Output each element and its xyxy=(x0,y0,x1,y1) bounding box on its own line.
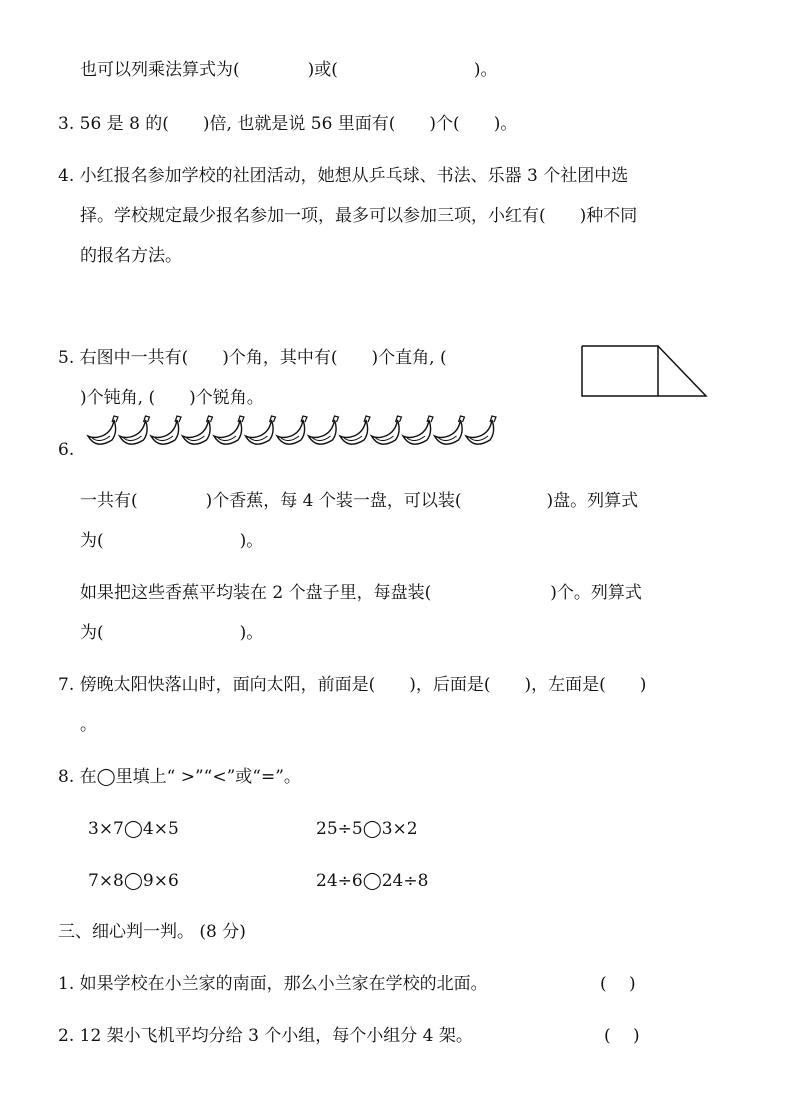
question-3: 3. 56 是 8 的( )倍, 也就是说 56 里面有( )个( )。 xyxy=(58,114,518,134)
banana-icon xyxy=(403,416,433,444)
question-5-line2: )个钝角, ( )个锐角。 xyxy=(80,388,264,408)
question-6-number: 6. xyxy=(58,440,75,460)
banana-icon xyxy=(120,416,150,444)
banana-icon xyxy=(277,416,307,444)
judge-question-2: 2. 12 架小飞机平均分给 3 个小组，每个小组分 4 架。 xyxy=(58,1026,473,1046)
banana-icon xyxy=(214,416,244,444)
question-4-line1: 4. 小红报名参加学校的社团活动，她想从乒乓球、书法、乐器 3 个社团中选 xyxy=(58,166,629,186)
figure-triangle xyxy=(658,346,706,396)
question-6-line4: 为( )。 xyxy=(80,623,264,643)
banana-icon xyxy=(246,416,276,444)
question-4-line3: 的报名方法。 xyxy=(80,246,182,266)
question-7-line1: 7. 傍晚太阳快落山时，面向太阳，前面是( )，后面是( )，左面是( ) xyxy=(58,675,647,695)
question-6-line2: 为( )。 xyxy=(80,531,264,551)
banana-icon xyxy=(435,416,465,444)
banana-icon xyxy=(372,416,402,444)
compare-expression-2: 25÷5◯3×2 xyxy=(316,819,418,839)
question-6-line1: 一共有( )个香蕉，每 4 个装一盘，可以装( )盘。列算式 xyxy=(80,491,639,511)
banana-icon xyxy=(88,416,118,444)
question-5-line1: 5. 右图中一共有( )个角，其中有( )个直角, ( xyxy=(58,348,447,368)
banana-icon xyxy=(309,416,339,444)
banana-row-image xyxy=(86,414,506,454)
compare-expression-3: 7×8◯9×6 xyxy=(88,871,179,891)
banana-icon xyxy=(340,416,370,444)
judge-answer-box-2: ( ) xyxy=(604,1026,640,1046)
question-8: 8. 在◯里填上“ >”“<”或“=”。 xyxy=(58,767,301,787)
question-4-line2: 择。学校规定最少报名参加一项，最多可以参加三项，小红有( )种不同 xyxy=(80,206,638,226)
judge-answer-box-1: ( ) xyxy=(600,974,636,994)
banana-icon xyxy=(151,416,181,444)
banana-icon xyxy=(183,416,213,444)
q2-multiplication-line: 也可以列乘法算式为( )或( )。 xyxy=(80,60,498,80)
question-7-line2: 。 xyxy=(80,715,97,735)
rectangle-triangle-figure xyxy=(578,342,718,402)
banana-icon xyxy=(466,416,496,444)
question-6-line3: 如果把这些香蕉平均装在 2 个盘子里，每盘装( )个。列算式 xyxy=(80,583,642,603)
compare-expression-4: 24÷6◯24÷8 xyxy=(316,871,429,891)
figure-rectangle xyxy=(582,346,658,396)
compare-expression-1: 3×7◯4×5 xyxy=(88,819,179,839)
section-3-heading: 三、细心判一判。 (8 分) xyxy=(58,922,246,942)
judge-question-1: 1. 如果学校在小兰家的南面，那么小兰家在学校的北面。 xyxy=(58,974,488,994)
